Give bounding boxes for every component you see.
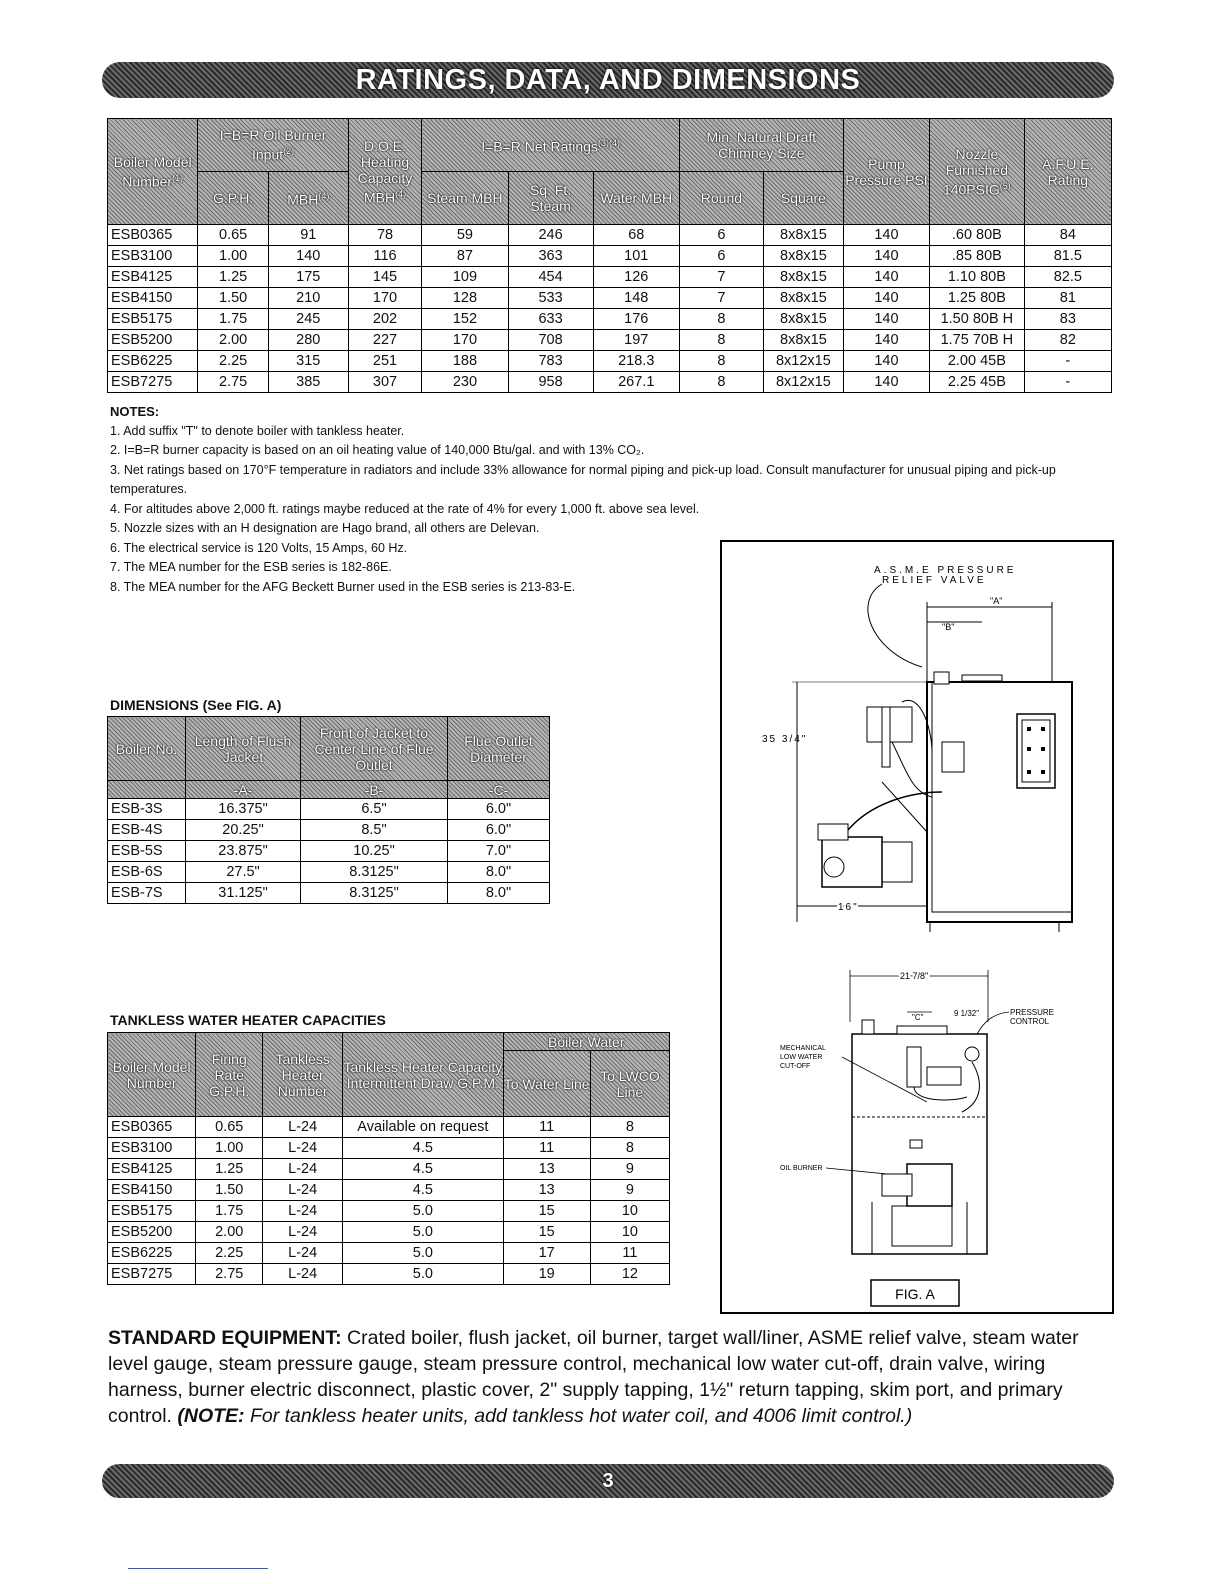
footer-banner [102,1464,1114,1498]
standard-equipment-label: STANDARD EQUIPMENT: [108,1327,342,1349]
table-cell: 78 [348,225,422,246]
table-cell: 1.75 70B H [930,330,1025,351]
table-cell: ESB5200 [108,1222,196,1243]
table-cell: 280 [268,330,348,351]
table-cell: ESB-4S [108,820,186,841]
table-cell: ESB7275 [108,372,198,393]
table-cell: 8 [679,309,763,330]
header-round: Round [679,172,763,225]
table-cell: 59 [422,225,508,246]
table-row [108,1201,670,1222]
table-cell: 140 [268,246,348,267]
header-steam-mbh: Steam MBH [422,172,508,225]
table-cell: 8x8x15 [763,309,843,330]
table-cell: 5.0 [343,1222,503,1243]
table-cell: 8 [590,1138,669,1159]
header-boiler-no: Boiler No. [108,717,186,781]
table-cell: 82 [1024,330,1111,351]
table-cell: 8x8x15 [763,330,843,351]
table-cell: 87 [422,246,508,267]
table-cell: 363 [508,246,593,267]
table-cell: 20.25" [186,820,301,841]
table-cell: L-24 [263,1180,343,1201]
asme-label-1: A.S.M.E PRESSURE [874,565,1017,576]
table-cell: L-24 [263,1201,343,1222]
table-cell: 1.25 80B [930,288,1025,309]
note-5: 5. Nozzle sizes with an H designation are Hago brand, all others are Delevan. [110,521,540,535]
table-cell: 1.75 [198,309,268,330]
header-boiler-water: Boiler Water [503,1033,670,1051]
lwco-label-3: CUT-OFF [780,1063,811,1070]
table-cell: 267.1 [593,372,679,393]
table-cell: 1.00 [196,1138,263,1159]
table-cell: 958 [508,372,593,393]
table-cell: 4.5 [343,1180,503,1201]
table-cell: 2.00 [196,1222,263,1243]
header-boiler-model: Boiler Model Number$^{(1)}$ [108,119,198,225]
dimensions-body [108,799,550,904]
table-cell: 8x8x15 [763,246,843,267]
table-row [108,330,1112,351]
table-cell: 783 [508,351,593,372]
table-cell: 5.0 [343,1243,503,1264]
table-row [108,372,1112,393]
table-cell: 27.5" [186,862,301,883]
header-nozzle: Nozzle Furnished 140PSIG$^{(5)}$ [930,119,1025,225]
table-cell: 8.0" [448,862,550,883]
table-cell: 1.50 [198,288,268,309]
table-row [108,1222,670,1243]
table-cell: ESB5200 [108,330,198,351]
header-capacity: Tankless Heater Capacity Intermittent Draw G.P.M. [343,1033,503,1117]
table-cell: 8x8x15 [763,288,843,309]
table-cell: L-24 [263,1117,343,1138]
table-cell: 10 [590,1222,669,1243]
table-cell: 5.0 [343,1201,503,1222]
table-row [108,1138,670,1159]
table-cell: 23.875" [186,841,301,862]
table-cell: 2.25 45B [930,372,1025,393]
tankless-table [107,1032,670,1285]
table-cell: 116 [348,246,422,267]
boiler-drawing [722,542,1112,1312]
table-cell: ESB-7S [108,883,186,904]
lwco-label-2: LOW WATER [780,1054,823,1061]
table-cell: ESB-6S [108,862,186,883]
table-cell: 101 [593,246,679,267]
table-cell: 7 [679,288,763,309]
table-cell: 170 [422,330,508,351]
notes-heading: NOTES: [110,404,160,419]
table-cell: 6.0" [448,799,550,820]
header-gph: G.P.H. [198,172,268,225]
table-cell: ESB5175 [108,1201,196,1222]
table-cell: 307 [348,372,422,393]
table-cell: 6.5" [301,799,448,820]
table-cell: 2.25 [196,1243,263,1264]
header-b: -B- [301,781,448,799]
table-cell: 84 [1024,225,1111,246]
table-cell: 8.0" [448,883,550,904]
table-cell: 0.65 [198,225,268,246]
table-cell: 8x12x15 [763,351,843,372]
page-title: RATINGS, DATA, AND DIMENSIONS [355,64,861,96]
table-cell: 16.375" [186,799,301,820]
table-cell: 8.5" [301,820,448,841]
table-cell: 140 [843,267,929,288]
table-cell: 170 [348,288,422,309]
table-cell: 9 [590,1159,669,1180]
table-cell: 1.10 80B [930,267,1025,288]
table-cell: 2.75 [196,1264,263,1285]
table-cell: 140 [843,351,929,372]
table-cell: 140 [843,309,929,330]
header-net-ratings: I=B=R Net Ratings$^{(3)(4)}$ [422,119,680,172]
table-cell: 6 [679,225,763,246]
pressure-control-2: CONTROL [1010,1017,1050,1026]
table-cell: L-24 [263,1222,343,1243]
table-cell: 83 [1024,309,1111,330]
table-cell: 533 [508,288,593,309]
table-cell: ESB6225 [108,1243,196,1264]
dim-height: 35 3/4" [762,734,808,745]
oil-burner-label: OIL BURNER [780,1165,823,1172]
ratings-body [108,225,1112,393]
table-cell: ESB3100 [108,1138,196,1159]
table-cell: 2.25 [198,351,268,372]
table-cell: 12 [590,1264,669,1285]
table-cell: L-24 [263,1264,343,1285]
table-cell: 1.25 [196,1159,263,1180]
table-row [108,799,550,820]
lwco-label-1: MECHANICAL [780,1045,826,1052]
table-cell: 10.25" [301,841,448,862]
table-cell: 251 [348,351,422,372]
table-cell: 175 [268,267,348,288]
table-cell: ESB3100 [108,246,198,267]
header-front: Front of Jacket to Center Line of Flue Outlet [301,717,448,781]
dim-932: 9 1/32" [954,1009,980,1018]
table-cell: L-24 [263,1243,343,1264]
note-4: 4. For altitudes above 2,000 ft. ratings maybe reduced at the rate of 4% for every 1,000 ft. above sea level. [110,501,700,516]
table-cell: 1.50 [196,1180,263,1201]
table-cell: 315 [268,351,348,372]
table-cell: 4.5 [343,1159,503,1180]
table-cell: 245 [268,309,348,330]
table-cell: 140 [843,246,929,267]
table-row [108,1180,670,1201]
table-cell: 81.5 [1024,246,1111,267]
table-cell: 633 [508,309,593,330]
standard-note-text: For tankless heater units, add tankless hot water coil, and 4006 limit control.) [244,1405,913,1427]
header-tankless-model: Boiler Model Number [108,1033,196,1117]
header-heater: Tankless Heater Number [263,1033,343,1117]
table-cell: 2.75 [198,372,268,393]
table-cell: 246 [508,225,593,246]
pressure-control-1: PRESSURE [1010,1008,1055,1017]
table-cell: 140 [843,225,929,246]
table-cell: 8.3125" [301,883,448,904]
table-row [108,841,550,862]
note-7: 7. The MEA number for the ESB series is 182-86E. [110,560,392,574]
header-chimney: Min. Natural Draft Chimney Size [679,119,843,172]
table-cell: 8.3125" [301,862,448,883]
table-cell: 109 [422,267,508,288]
table-cell: 152 [422,309,508,330]
table-cell: L-24 [263,1138,343,1159]
figure-caption: FIG. A [895,1286,935,1302]
table-cell: .60 80B [930,225,1025,246]
dim-16: 16" [838,902,859,913]
table-cell: 11 [590,1243,669,1264]
table-cell: 1.00 [198,246,268,267]
table-cell: 15 [503,1201,590,1222]
note-8: 8. The MEA number for the AFG Beckett Burner used in the ESB series is 213-83-E. [110,579,576,594]
standard-equipment-text: Crated boiler, flush jacket, oil burner, target wall/liner, ASME relief valve, steam water level gauge, steam pressure gauge, steam pressure control, mechanical low water cut-off, drain valve, wiring harness, burner electric disconnect, plastic cover, 2" supply tapping, 1½" return tapping, skim port, and primary control. [108,1327,1079,1427]
table-cell: 708 [508,330,593,351]
header-doe: D.O.E. Heating Capacity MBH$^{(4)}$ [348,119,422,225]
table-cell: ESB4125 [108,1159,196,1180]
table-cell: 140 [843,330,929,351]
header-firing: Firing Rate G.P.H. [196,1033,263,1117]
table-cell: ESB-5S [108,841,186,862]
table-cell: 1.25 [198,267,268,288]
table-cell: 148 [593,288,679,309]
table-cell: ESB0365 [108,1117,196,1138]
table-cell: 128 [422,288,508,309]
table-row [108,862,550,883]
table-cell: 68 [593,225,679,246]
page-title-banner [102,62,1114,98]
table-cell: 1.50 80B H [930,309,1025,330]
table-cell: ESB7275 [108,1264,196,1285]
table-cell: 227 [348,330,422,351]
table-row [108,1264,670,1285]
table-row [108,820,550,841]
table-cell: 13 [503,1180,590,1201]
table-cell: 145 [348,267,422,288]
table-cell: 140 [843,372,929,393]
table-cell: 218.3 [593,351,679,372]
header-to-water: To Water Line [503,1051,590,1117]
table-cell: 91 [268,225,348,246]
table-cell: 8 [590,1117,669,1138]
table-cell: - [1024,351,1111,372]
table-cell: 15 [503,1222,590,1243]
note-1: 1. Add suffix "T" to denote boiler with tankless heater. [110,423,405,438]
table-cell: 82.5 [1024,267,1111,288]
table-cell: 17 [503,1243,590,1264]
table-cell: ESB0365 [108,225,198,246]
table-cell: 81 [1024,288,1111,309]
table-cell: 8x8x15 [763,225,843,246]
table-row [108,225,1112,246]
table-cell: 202 [348,309,422,330]
dim-a: "A" [990,596,1003,606]
table-cell: 19 [503,1264,590,1285]
table-cell: 188 [422,351,508,372]
table-cell: 8 [679,372,763,393]
table-cell: 8 [679,330,763,351]
header-sqft-steam: Sq. Ft. Steam [508,172,593,225]
dim-b: "B" [942,622,955,632]
table-row [108,267,1112,288]
dimensions-table [107,716,550,904]
table-cell: ESB6225 [108,351,198,372]
table-cell: 140 [843,288,929,309]
table-cell: L-24 [263,1159,343,1180]
table-row [108,883,550,904]
tankless-title: TANKLESS WATER HEATER CAPACITIES [110,1012,386,1028]
table-cell: 197 [593,330,679,351]
table-cell: 9 [590,1180,669,1201]
table-cell: 0.65 [196,1117,263,1138]
page-number: 3 [602,1470,614,1492]
table-row [108,1159,670,1180]
dim-c: "C" [912,1013,924,1022]
table-cell: Available on request [343,1117,503,1138]
table-cell: ESB-3S [108,799,186,820]
header-c: -C- [448,781,550,799]
table-cell: 6.0" [448,820,550,841]
ratings-table [107,118,1112,393]
header-flue: Flue Outlet Diameter [448,717,550,781]
header-pump: Pump Pressure PSI [843,119,929,225]
tankless-body [108,1117,670,1285]
header-burner-input: I=B=R Oil Burner Input$^{(2)}$ [198,119,348,172]
note-2: 2. I=B=R burner capacity is based on an oil heating value of 140,000 Btu/gal. and with 13% CO₂. [110,443,645,457]
table-cell: 13 [503,1159,590,1180]
header-mbh: MBH$^{(4)}$ [268,172,348,225]
table-row [108,351,1112,372]
table-cell: 8x8x15 [763,267,843,288]
table-cell: 385 [268,372,348,393]
asme-label-2: RELIEF VALVE [882,575,987,586]
table-cell: 7 [679,267,763,288]
table-cell: 126 [593,267,679,288]
table-cell: 454 [508,267,593,288]
table-cell: ESB4150 [108,1180,196,1201]
table-cell: 31.125" [186,883,301,904]
table-cell: 210 [268,288,348,309]
table-cell: 8x12x15 [763,372,843,393]
table-cell: ESB5175 [108,309,198,330]
standard-equipment [108,1325,1120,1429]
table-cell: 1.75 [196,1201,263,1222]
table-row [108,1243,670,1264]
header-square: Square [763,172,843,225]
note-6: 6. The electrical service is 120 Volts, 15 Amps, 60 Hz. [110,540,408,555]
table-cell: 11 [503,1117,590,1138]
table-cell: 11 [503,1138,590,1159]
note-3: 3. Net ratings based on 170°F temperature in radiators and include 33% allowance for normal piping and pick-up load. Consult manufacturer for unusual piping and pick-up temperatures. [110,462,1056,496]
header-afue: A.F.U.E. Rating [1024,119,1111,225]
table-row [108,288,1112,309]
table-cell: 7.0" [448,841,550,862]
dimensions-title: DIMENSIONS (See FIG. A) [110,697,282,713]
table-cell: - [1024,372,1111,393]
table-cell: 6 [679,246,763,267]
table-cell: 10 [590,1201,669,1222]
table-cell: ESB4150 [108,288,198,309]
table-cell: 5.0 [343,1264,503,1285]
table-cell: 2.00 45B [930,351,1025,372]
table-cell: 176 [593,309,679,330]
header-blank [108,781,186,799]
table-cell: 2.00 [198,330,268,351]
table-cell: 230 [422,372,508,393]
table-cell: .85 80B [930,246,1025,267]
dim-21: 21 7/8" [900,971,929,981]
table-row [108,309,1112,330]
table-cell: 4.5 [343,1138,503,1159]
table-row [108,1117,670,1138]
table-row [108,246,1112,267]
table-cell: ESB4125 [108,267,198,288]
header-to-lwco: To LWCO Line [590,1051,669,1117]
figure-a [720,540,1114,1314]
header-water-mbh: Water MBH [593,172,679,225]
table-cell: 8 [679,351,763,372]
header-a: -A- [186,781,301,799]
footer-line [128,1568,268,1569]
header-length: Length of Flush Jacket [186,717,301,781]
standard-note-label: (NOTE: [177,1405,245,1427]
